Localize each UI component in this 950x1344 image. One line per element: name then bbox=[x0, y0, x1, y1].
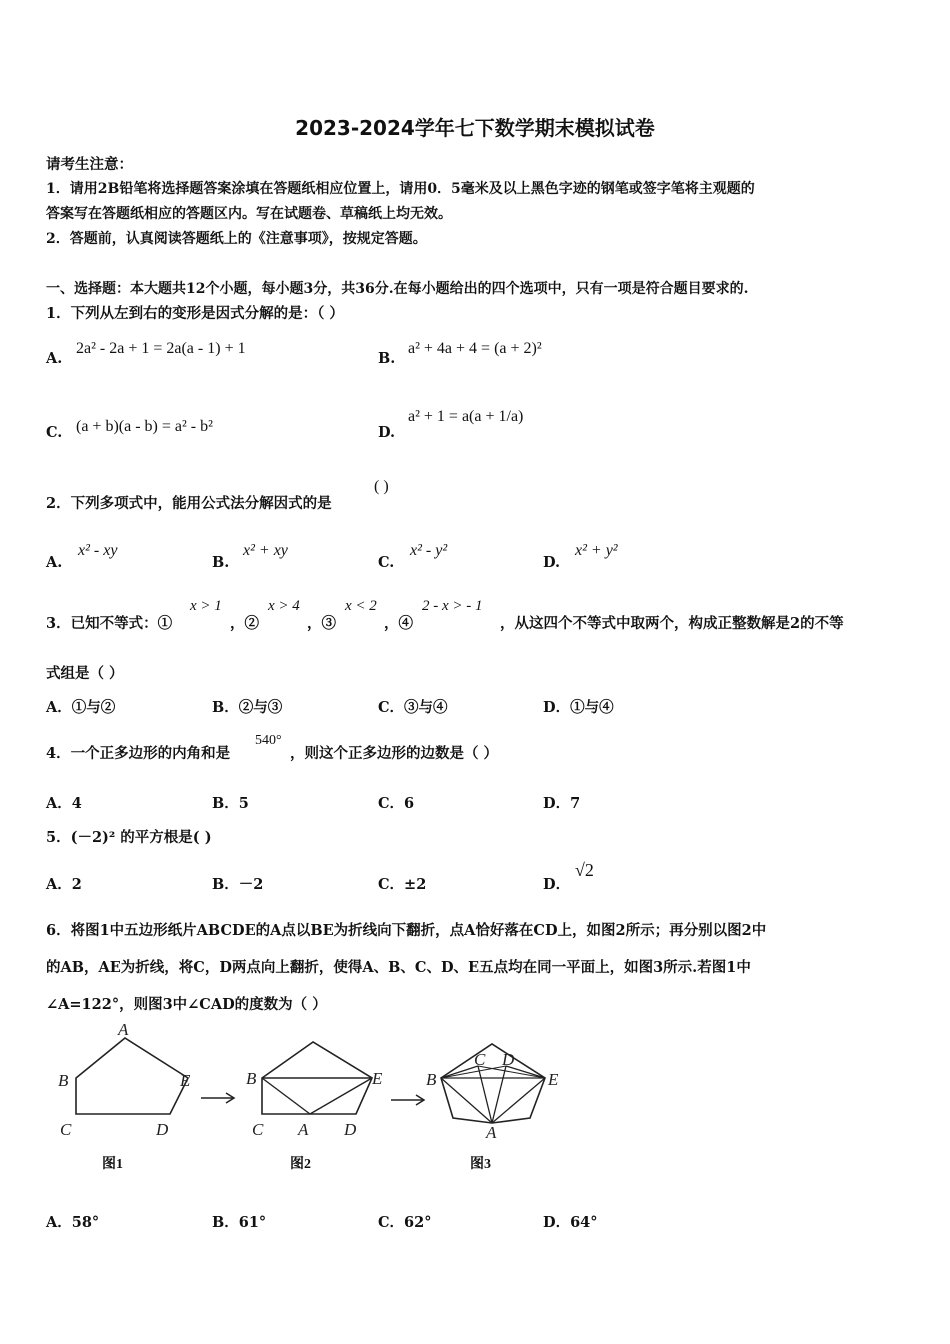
q3-stem-start: 3．已知不等式：① bbox=[46, 615, 173, 632]
q3-option-b: B．②与③ bbox=[212, 699, 283, 716]
q2-paren: ( ) bbox=[374, 478, 389, 495]
q2-option-a: x² - xy bbox=[78, 542, 118, 559]
q4-angle: 540° bbox=[255, 733, 282, 748]
q3-stem-end: ，从这四个不等式中取两个，构成正整数解是2的不等 bbox=[500, 615, 844, 632]
fig1-label-C: C bbox=[60, 1120, 72, 1139]
q3-sep-3: ，③ bbox=[307, 615, 336, 632]
q3-option-a: A．①与② bbox=[46, 699, 116, 716]
q1-option-b: a² + 4a + 4 = (a + 2)² bbox=[408, 340, 542, 357]
fig1-label-A: A bbox=[118, 1020, 129, 1039]
fig3-label-B: B bbox=[426, 1070, 437, 1089]
notice-heading: 请考生注意： bbox=[46, 156, 133, 173]
q4-stem-start: 4．一个正多边形的内角和是 bbox=[46, 745, 231, 762]
q3-inequality-1: x > 1 bbox=[190, 598, 222, 614]
q5-stem: 5．(－2)² 的平方根是( ) bbox=[46, 829, 212, 846]
page-title: 2023-2024学年七下数学期末模拟试卷 bbox=[295, 116, 655, 140]
q5-option-c: C．±2 bbox=[378, 876, 427, 893]
q6-line-1: 6．将图1中五边形纸片ABCDE的A点以BE为折线向下翻折，点A恰好落在CD上，如图2所示；再分别以图2中 bbox=[46, 922, 767, 939]
figure-3-line-ac bbox=[478, 1066, 492, 1123]
q1-option-b-label: B. bbox=[378, 350, 396, 367]
fig3-label-E: E bbox=[548, 1070, 559, 1089]
fig3-label-D: D bbox=[502, 1050, 515, 1069]
q4-option-c: C．6 bbox=[378, 795, 415, 812]
q2-option-b-label: B. bbox=[212, 554, 230, 571]
q6-option-d: D．64° bbox=[543, 1214, 598, 1231]
fig2-label-C: C bbox=[252, 1120, 264, 1139]
figure-3-outline bbox=[441, 1044, 545, 1123]
q1-option-d: a² + 1 = a(a + 1/a) bbox=[408, 408, 524, 425]
figure-2-fold-ba bbox=[262, 1078, 310, 1114]
q1-stem: 1．下列从左到右的变形是因式分解的是：（ ） bbox=[46, 305, 344, 322]
q6-option-a: A．58° bbox=[46, 1214, 100, 1231]
q5-option-a: A．2 bbox=[46, 876, 82, 893]
fig1-label-E: E bbox=[180, 1071, 191, 1090]
q2-option-c: x² - y² bbox=[410, 542, 448, 559]
q2-stem: 2．下列多项式中，能用公式法分解因式的是 bbox=[46, 495, 332, 512]
q5-option-b: B．－2 bbox=[212, 876, 264, 893]
fig3-label-A: A bbox=[486, 1123, 497, 1142]
q3-inequality-2: x > 4 bbox=[268, 598, 300, 614]
q6-option-c: C．62° bbox=[378, 1214, 432, 1231]
fig2-label-A: A bbox=[298, 1120, 309, 1139]
q2-option-b: x² + xy bbox=[243, 542, 288, 559]
q4-option-d: D．7 bbox=[543, 795, 581, 812]
q3-option-c: C．③与④ bbox=[378, 699, 448, 716]
q1-option-a-label: A. bbox=[46, 350, 63, 367]
q3-inequality-3: x < 2 bbox=[345, 598, 377, 614]
q5-option-d-label: D． bbox=[543, 876, 571, 893]
q6-line-3: ∠A=122°，则图3中∠CAD的度数为（ ） bbox=[46, 996, 327, 1013]
figure-1-caption: 图1 bbox=[102, 1157, 123, 1172]
q2-option-c-label: C. bbox=[378, 554, 395, 571]
q1-option-c-label: C. bbox=[46, 424, 63, 441]
q2-option-a-label: A. bbox=[46, 554, 63, 571]
notice-line-1: 1．请用2B铅笔将选择题答案涂填在答题纸相应位置上，请用0．5毫米及以上黑色字迹的钢笔或签字笔将主观题的 bbox=[46, 181, 755, 197]
q1-option-c: (a + b)(a - b) = a² - b² bbox=[76, 418, 213, 435]
q4-stem-end: ，则这个正多边形的边数是（ ） bbox=[290, 745, 499, 762]
figure-3-caption: 图3 bbox=[470, 1157, 491, 1172]
q3-stem-line-2: 式组是（ ） bbox=[46, 665, 124, 682]
figure-1-pentagon bbox=[76, 1038, 188, 1114]
fig1-label-D: D bbox=[156, 1120, 169, 1139]
figure-3-line-ab bbox=[441, 1078, 492, 1123]
q3-sep-2: ，② bbox=[230, 615, 259, 632]
figure-2-fold-ea bbox=[310, 1078, 372, 1114]
notice-line-2: 答案写在答题纸相应的答题区内。写在试题卷、草稿纸上均无效。 bbox=[46, 206, 452, 222]
fig1-label-B: B bbox=[58, 1071, 69, 1090]
q5-option-d: √2 bbox=[575, 860, 594, 880]
fig2-label-D: D bbox=[344, 1120, 357, 1139]
figure-3-line-ad bbox=[492, 1066, 506, 1123]
q6-line-2: 的AB，AE为折线，将C，D两点向上翻折，使得A、B、C、D、E五点均在同一平面上，如图3所示.若图1中 bbox=[46, 959, 751, 976]
q1-option-a: 2a² - 2a + 1 = 2a(a - 1) + 1 bbox=[76, 340, 246, 357]
q2-option-d-label: D. bbox=[543, 554, 561, 571]
notice-line-3: 2．答题前，认真阅读答题纸上的《注意事项》，按规定答题。 bbox=[46, 231, 427, 247]
fig2-label-E: E bbox=[372, 1069, 383, 1088]
q2-option-d: x² + y² bbox=[575, 542, 618, 559]
fig3-label-C: C bbox=[474, 1050, 486, 1069]
q3-sep-4: ，④ bbox=[384, 615, 413, 632]
q3-inequality-4: 2 - x > - 1 bbox=[422, 598, 483, 614]
q6-option-b: B．61° bbox=[212, 1214, 267, 1231]
q4-option-a: A．4 bbox=[46, 795, 82, 812]
q4-option-b: B．5 bbox=[212, 795, 249, 812]
section-1-heading: 一、选择题：本大题共12个小题，每小题3分，共36分.在每小题给出的四个选项中，只有一项是符合题目要求的. bbox=[46, 281, 749, 297]
fig2-label-B: B bbox=[246, 1069, 257, 1088]
q3-option-d: D．①与④ bbox=[543, 699, 614, 716]
q1-option-d-label: D. bbox=[378, 424, 396, 441]
figure-2-caption: 图2 bbox=[290, 1157, 311, 1172]
